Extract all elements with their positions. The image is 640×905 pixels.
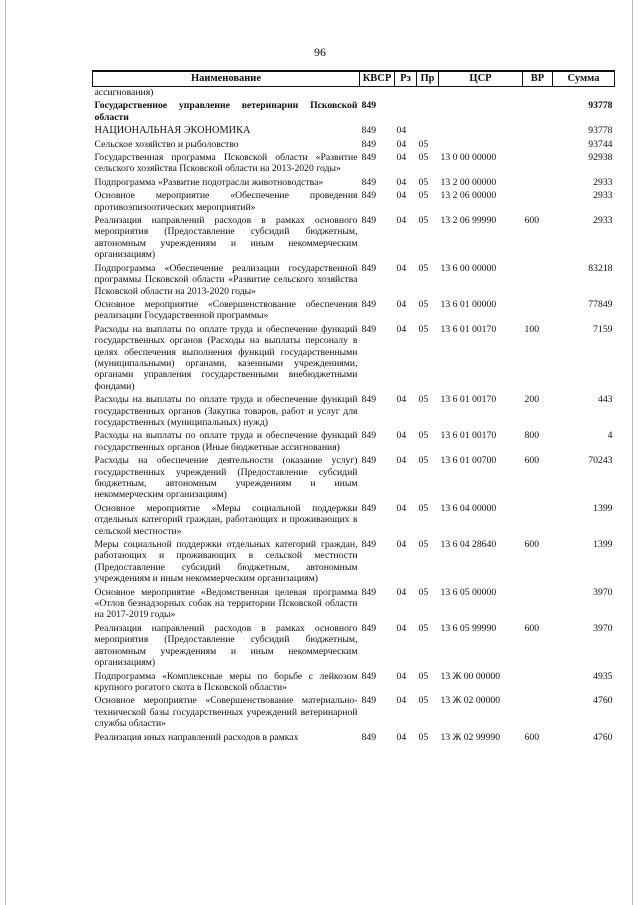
cell-sum: [553, 87, 615, 101]
table-row: [93, 394, 615, 430]
table-row: [93, 732, 615, 745]
cell-pr: 05: [418, 298, 429, 310]
cell-kvsr: 849: [361, 502, 377, 514]
cell-kvsr: 849: [361, 670, 377, 682]
header-pr: Пр: [417, 71, 439, 87]
cell-pr: 05: [418, 731, 429, 743]
cell-name: Основное мероприятие «Меры социальной поддержки отдельных категорий граждан, работающих и проживающих в сельской местности»: [94, 502, 358, 537]
cell-kvsr: 849: [361, 430, 377, 442]
cell-rz: 04: [396, 695, 407, 707]
cell-kvsr: 849: [361, 176, 377, 188]
cell-kvsr: 849: [361, 152, 377, 164]
cell-kvsr: 849: [361, 455, 377, 467]
cell-rz: 04: [396, 539, 407, 551]
cell-sum: 4760: [593, 695, 613, 707]
cell-pr: 05: [418, 152, 429, 164]
cell-rz: 04: [396, 731, 407, 743]
table-row: [93, 190, 615, 215]
table-row: [93, 455, 615, 503]
cell-sum: 2933: [593, 190, 613, 202]
cell-pr: 05: [418, 695, 429, 707]
cell-rz: 04: [396, 670, 407, 682]
cell-rz: 04: [396, 298, 407, 310]
table-row: [93, 152, 615, 177]
cell-name: Расходы на выплаты по оплате труда и обеспечение функций государственных органов (Расходы на выплаты персоналу в целях обеспечения выполнения функций государственными (муниципальными) органами, казенными учреждениями, органами управления государственными внебюджетными фондами): [94, 323, 358, 392]
cell-vr: [523, 695, 553, 731]
page-number: 96: [314, 45, 326, 59]
cell-csr: 13 6 00 00000: [440, 262, 497, 274]
cell-kvsr: 849: [361, 695, 377, 707]
cell-csr: 13 6 01 00700: [440, 455, 497, 467]
cell-pr: [417, 125, 439, 138]
table-header-row: [93, 71, 615, 87]
cell-name: Расходы на обеспечение деятельности (оказание услуг) государственных учреждений (Предоставление субсидий бюджетным, автономным учреждениям и иным некоммерческим организациям): [94, 455, 358, 501]
table-row: [93, 125, 615, 138]
cell-csr: [439, 125, 523, 138]
cell-pr: 05: [418, 176, 429, 188]
cell-vr: [523, 152, 553, 177]
cell-kvsr: 849: [361, 138, 377, 150]
cell-pr: 05: [418, 394, 429, 406]
cell-name: Основное мероприятие «Совершенствование обеспечения реализации Государственной программы»: [94, 298, 358, 322]
cell-rz: 04: [396, 176, 407, 188]
cell-rz: 04: [396, 262, 407, 274]
cell-name: Государственное управление ветеринарии Псковской области: [94, 100, 358, 123]
cell-csr: 13 6 01 00170: [440, 394, 497, 406]
cell-pr: 05: [418, 622, 429, 634]
cell-kvsr: 849: [361, 125, 377, 137]
cell-name: Подпрограмма «Комплексные меры по борьбе с лейкозом крупного рогатого скота в Псковской области»: [94, 670, 358, 693]
cell-sum: 93778: [588, 100, 613, 112]
cell-rz: [395, 87, 417, 101]
cell-pr: 05: [418, 502, 429, 514]
table-row: [93, 87, 615, 101]
cell-sum: 3970: [593, 586, 613, 598]
cell-pr: 05: [418, 138, 429, 150]
cell-rz: 04: [396, 190, 407, 202]
cell-rz: 04: [396, 586, 407, 598]
cell-rz: 04: [396, 152, 407, 164]
cell-sum: 2933: [593, 215, 613, 227]
cell-csr: 13 2 06 99990: [440, 215, 497, 227]
cell-pr: 05: [418, 430, 429, 442]
header-vr: ВР: [523, 71, 553, 87]
cell-kvsr: 849: [361, 323, 377, 335]
cell-vr: [523, 100, 553, 125]
cell-sum: 4: [607, 430, 613, 442]
cell-vr: [523, 299, 553, 324]
cell-csr: 13 6 01 00170: [440, 323, 497, 335]
page-edge-left: [5, 0, 6, 905]
table-row: [93, 215, 615, 263]
cell-vr: [523, 87, 553, 101]
cell-csr: 13 6 05 99990: [440, 622, 497, 634]
cell-name: ассигнования): [94, 87, 154, 98]
cell-kvsr: 849: [361, 394, 377, 406]
cell-pr: 05: [418, 262, 429, 274]
header-name: Наименование: [93, 71, 360, 87]
cell-name: Основное мероприятие «Ведомственная целевая программа «Отлов безнадзорных собак на территории Псковской области на 2017-2019 годы»: [94, 586, 358, 621]
cell-sum: 70243: [588, 455, 613, 467]
cell-csr: 13 6 01 00000: [440, 298, 497, 310]
cell-csr: 13 6 05 00000: [440, 586, 497, 598]
cell-csr: 13 Ж 02 00000: [440, 695, 501, 707]
cell-rz: [395, 100, 417, 125]
cell-csr: 13 2 00 00000: [440, 176, 497, 188]
cell-kvsr: 849: [361, 298, 377, 310]
cell-csr: 13 2 06 00000: [440, 190, 497, 202]
cell-pr: 05: [418, 323, 429, 335]
cell-name: Основное мероприятие «Совершенствование материально-технической базы государственных учреждений ветеринарной службы области»: [94, 695, 358, 730]
cell-vr: [523, 177, 553, 190]
cell-sum: 92938: [588, 152, 613, 164]
table-row: [93, 430, 615, 455]
table-row: [93, 539, 615, 587]
cell-pr: 05: [418, 455, 429, 467]
table-row: [93, 177, 615, 190]
cell-name: Подпрограмма «Развитие подотрасли животноводства»: [94, 176, 324, 188]
cell-rz: 04: [396, 215, 407, 227]
cell-sum: 4760: [593, 731, 613, 743]
cell-vr: 200: [524, 394, 540, 406]
cell-csr: [439, 139, 523, 152]
cell-pr: 05: [418, 190, 429, 202]
cell-sum: 2933: [593, 176, 613, 188]
cell-vr: [523, 671, 553, 696]
cell-name: Государственная программа Псковской области «Развитие сельского хозяйства Псковской области на 2013-2020 годы»: [94, 152, 358, 175]
cell-vr: 600: [524, 539, 540, 551]
cell-sum: 3970: [593, 622, 613, 634]
budget-table: [92, 70, 615, 745]
cell-sum: 93744: [588, 138, 613, 150]
table-row: [93, 299, 615, 324]
cell-sum: 7159: [593, 323, 613, 335]
page-edge-right: [632, 0, 633, 905]
cell-pr: 05: [418, 670, 429, 682]
header-kvsr: КВСР: [360, 71, 395, 87]
cell-rz: 04: [396, 323, 407, 335]
table-row: [93, 324, 615, 394]
header-sum: Сумма: [553, 71, 615, 87]
cell-kvsr: 849: [361, 622, 377, 634]
table-row: [93, 503, 615, 539]
cell-rz: 04: [396, 430, 407, 442]
cell-vr: 600: [524, 622, 540, 634]
cell-name: Основное мероприятие «Обеспечение проведения противоэпизоотических мероприятий»: [94, 190, 358, 213]
cell-kvsr: 849: [361, 731, 377, 743]
cell-kvsr: 849: [361, 215, 377, 227]
cell-vr: 600: [524, 215, 540, 227]
cell-rz: 04: [396, 394, 407, 406]
header-csr: ЦСР: [439, 71, 523, 87]
cell-rz: 04: [396, 502, 407, 514]
cell-vr: 100: [524, 323, 540, 335]
table-row: [93, 587, 615, 623]
cell-csr: [439, 87, 523, 101]
cell-vr: [523, 587, 553, 623]
cell-vr: 600: [524, 455, 540, 467]
cell-csr: 13 Ж 00 00000: [440, 670, 501, 682]
cell-sum: 443: [597, 394, 613, 406]
cell-kvsr: 849: [361, 586, 377, 598]
cell-pr: 05: [418, 215, 429, 227]
cell-sum: 1399: [593, 502, 613, 514]
cell-csr: 13 6 01 00170: [440, 430, 497, 442]
cell-vr: [523, 139, 553, 152]
table-row: [93, 139, 615, 152]
cell-vr: [523, 503, 553, 539]
cell-kvsr: [360, 87, 395, 101]
cell-kvsr: 849: [361, 262, 377, 274]
cell-name: Расходы на выплаты по оплате труда и обеспечение функций государственных органов (Иные бюджетные ассигнования): [94, 430, 358, 453]
cell-vr: [523, 125, 553, 138]
table-row: [93, 695, 615, 731]
cell-name: Реализация иных направлений расходов в рамках: [94, 731, 299, 743]
cell-csr: 13 0 00 00000: [440, 152, 497, 164]
cell-name: Реализация направлений расходов в рамках основного мероприятия (Предоставление субсидий бюджетным, автономным учреждениям и иным некоммерческим организациям): [94, 215, 358, 261]
cell-sum: 77849: [588, 298, 613, 310]
cell-csr: 13 6 04 00000: [440, 502, 497, 514]
cell-rz: 04: [396, 455, 407, 467]
table-row: [93, 100, 615, 125]
cell-name: Сельское хозяйство и рыболовство: [94, 138, 239, 150]
cell-name: Реализация направлений расходов в рамках основного мероприятия (Предоставление субсидий бюджетным, автономным учреждениям и иным некоммерческим организациям): [94, 622, 358, 669]
cell-vr: [523, 263, 553, 299]
cell-sum: 1399: [593, 539, 613, 551]
cell-vr: 600: [524, 731, 540, 743]
cell-sum: 4935: [593, 670, 613, 682]
cell-sum: 93778: [588, 125, 613, 137]
table-row: [93, 263, 615, 299]
cell-csr: 13 Ж 02 99990: [440, 731, 501, 743]
cell-pr: [417, 100, 439, 125]
cell-csr: 13 6 04 28640: [440, 539, 497, 551]
cell-name: Расходы на выплаты по оплате труда и обеспечение функций государственных органов (Закупка товаров, работ и услуг для государственных (муниципальных) нужд): [94, 394, 358, 428]
header-rz: Рз: [395, 71, 417, 87]
cell-rz: 04: [396, 622, 407, 634]
cell-rz: 04: [396, 138, 407, 150]
cell-kvsr: 849: [361, 190, 377, 202]
cell-name: Меры социальной поддержки отдельных категорий граждан, работающих и проживающих в сельской местности (Предоставление субсидий бюджетным, автономным учреждениям и иным некоммерческим организациям): [94, 539, 358, 585]
cell-kvsr: 849: [361, 539, 377, 551]
cell-name: Подпрограмма «Обеспечение реализации государственной программы Псковской области «Развитие сельского хозяйства Псковской области на 2013-2020 годы»: [94, 262, 358, 297]
cell-vr: 800: [524, 430, 540, 442]
cell-vr: [523, 190, 553, 215]
cell-name: НАЦИОНАЛЬНАЯ ЭКОНОМИКА: [94, 125, 251, 137]
table-row: [93, 623, 615, 671]
cell-csr: [439, 100, 523, 125]
cell-kvsr: 849: [361, 100, 377, 112]
cell-sum: 83218: [588, 262, 613, 274]
table-body: [93, 87, 615, 745]
cell-pr: 05: [418, 586, 429, 598]
cell-pr: [417, 87, 439, 101]
cell-rz: 04: [396, 125, 407, 137]
cell-pr: 05: [418, 539, 429, 551]
table-row: [93, 671, 615, 696]
